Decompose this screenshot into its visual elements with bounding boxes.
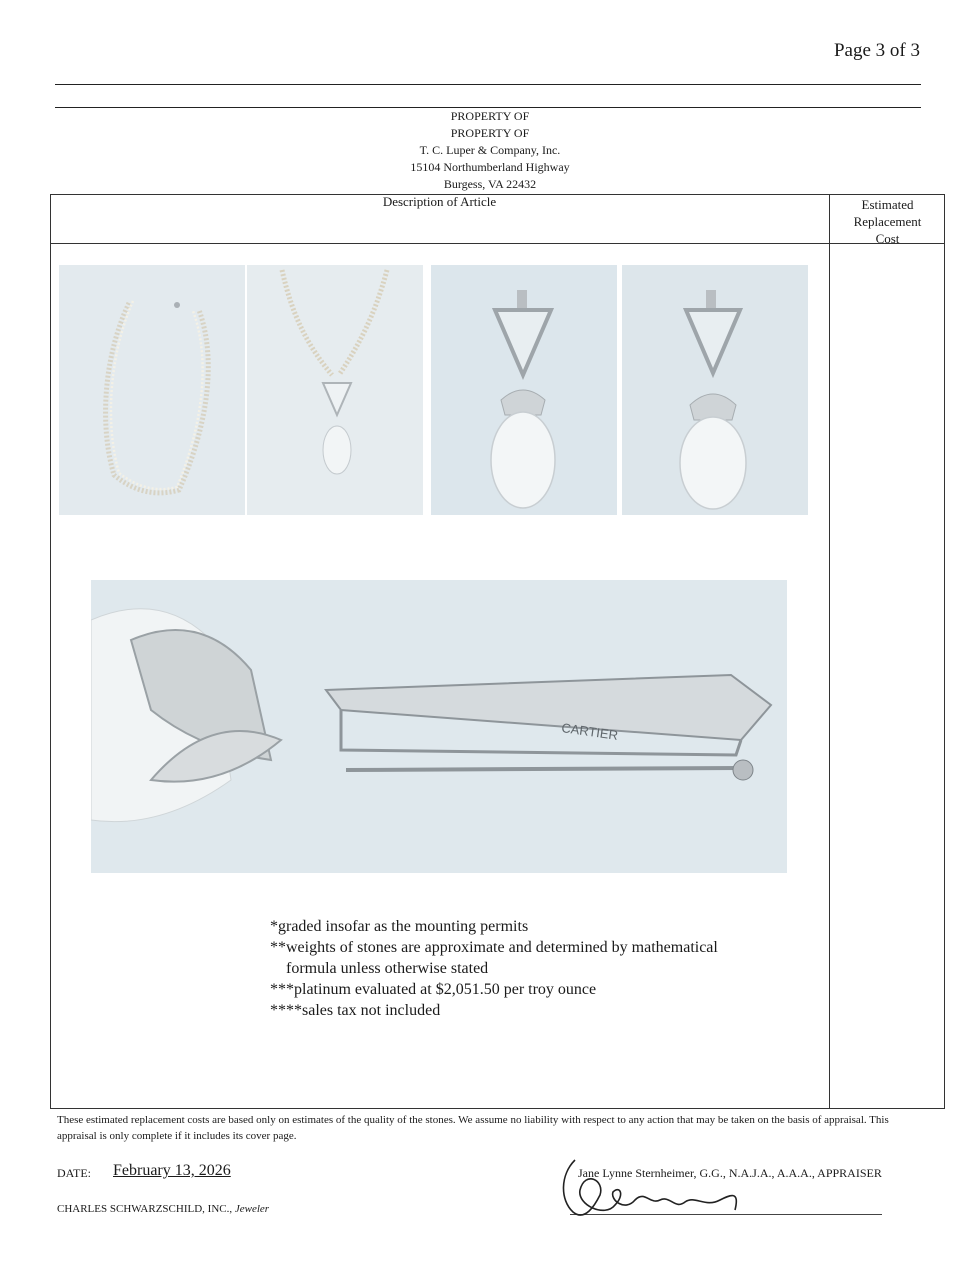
cost-header-line: Estimated bbox=[861, 197, 914, 212]
signature-scribble bbox=[555, 1150, 755, 1245]
owner-street: 15104 Northumberland Highway bbox=[410, 160, 570, 174]
cost-header-line: Cost bbox=[875, 231, 900, 246]
cost-header-line: Replacement bbox=[853, 214, 922, 229]
company-suffix: Jeweler bbox=[234, 1203, 270, 1215]
date-value: February 13, 2026 bbox=[113, 1162, 231, 1179]
photo-pendant-side bbox=[91, 580, 787, 873]
disclaimer-text: These estimated replacement costs are based only on estimates of the quality of the stones. We assume no liability with respect to any action that may be taken on the basis of appraisal. This appraisal is only complete if it includes its cover page. bbox=[57, 1114, 889, 1142]
date-label: DATE: bbox=[57, 1166, 91, 1180]
note-line: ****sales tax not included bbox=[270, 1002, 441, 1019]
photo-necklace-pendant bbox=[247, 265, 423, 515]
cost-column-header bbox=[830, 196, 945, 247]
note-line: formula unless otherwise stated bbox=[270, 960, 489, 977]
description-column-header: Description of Article bbox=[382, 194, 497, 209]
appraiser-credit: Jane Lynne Sternheimer, G.G., N.A.J.A., A.A.A., APPRAISER bbox=[578, 1166, 882, 1180]
owner-company: T. C. Luper & Company, Inc. bbox=[419, 143, 561, 157]
note-line: ***platinum evaluated at $2,051.50 per troy ounce bbox=[270, 981, 597, 998]
note-line: *graded insofar as the mounting permits bbox=[270, 918, 529, 935]
company-name bbox=[57, 1203, 269, 1215]
header-rule-top bbox=[55, 84, 921, 85]
note-line: **weights of stones are approximate and determined by mathematical bbox=[270, 939, 718, 956]
owner-city: Burgess, VA 22432 bbox=[443, 177, 537, 191]
photo-pendant-front-close bbox=[622, 265, 808, 515]
cartier-engraving: CARTIER bbox=[560, 720, 619, 743]
header-row-divider bbox=[50, 243, 945, 244]
company-name-text: CHARLES SCHWARZSCHILD, INC., bbox=[57, 1203, 233, 1215]
appraisal-notes bbox=[270, 916, 718, 1021]
page-number: Page 3 of 3 bbox=[833, 40, 920, 61]
owner-line: PROPERTY OF bbox=[450, 109, 530, 123]
owner-line: PROPERTY OF bbox=[450, 126, 530, 140]
photo-necklace-flat bbox=[59, 265, 245, 515]
column-divider bbox=[829, 194, 830, 1109]
owner-address-block bbox=[0, 108, 980, 193]
photo-pendant-front bbox=[431, 265, 617, 515]
